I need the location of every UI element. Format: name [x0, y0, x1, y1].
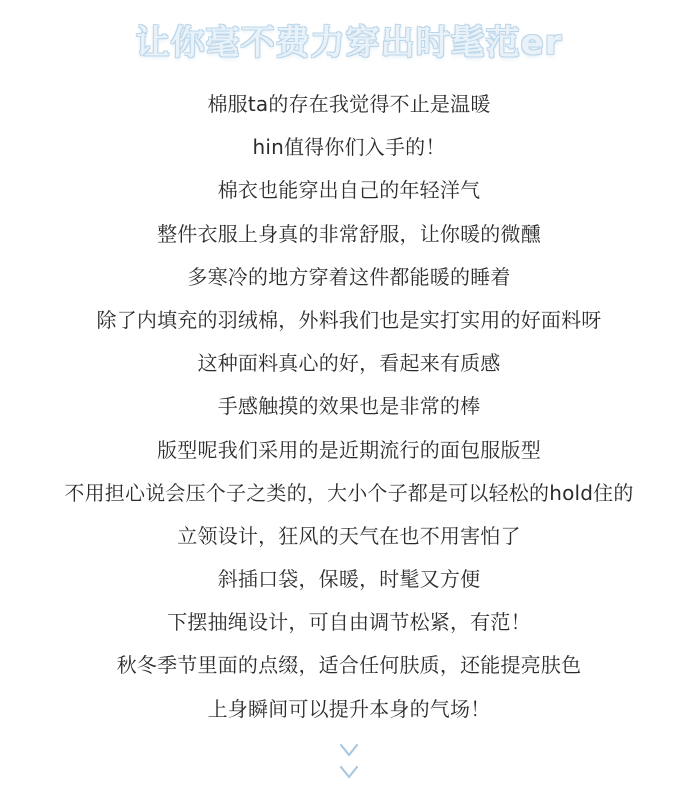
description-line: 下摆抽绳设计，可自由调节松紧，有范！	[167, 610, 531, 635]
description-line: 整件衣服上身真的非常舒服，让你暖的微醺	[157, 221, 541, 246]
description-line: hin值得你们入手的！	[252, 135, 446, 160]
description-line: 除了内填充的羽绒棉，外料我们也是实打实用的好面料呀	[96, 307, 602, 332]
scroll-hint	[0, 742, 698, 786]
description-line: 棉衣也能穿出自己的年轻洋气	[217, 178, 481, 203]
description-line: 棉服ta的存在我觉得不止是温暖	[207, 92, 491, 116]
description-list	[0, 83, 698, 731]
description-line: 手感触摸的效果也是非常的棒	[217, 394, 481, 419]
description-line: 秋冬季节里面的点缀，适合任何肤质，还能提亮肤色	[116, 653, 582, 678]
description-line: 这种面料真心的好，看起来有质感	[197, 351, 501, 376]
chevron-down-icon	[339, 742, 359, 758]
chevron-down-icon	[339, 764, 359, 780]
description-line: 版型呢我们采用的是近期流行的面包服版型	[157, 437, 541, 462]
description-line: 斜插口袋，保暖，时髦又方便	[217, 567, 481, 592]
description-line: 上身瞬间可以提升本身的气场！	[207, 696, 491, 721]
description-line: 立领设计，狂风的天气在也不用害怕了	[177, 523, 521, 548]
description-line: 不用担心说会压个子之类的，大小个子都是可以轻松的hold住的	[64, 480, 634, 505]
description-line: 多寒冷的地方穿着这件都能暖的睡着	[187, 264, 511, 289]
page-title: 让你毫不费力穿出时髦范er	[135, 23, 563, 63]
